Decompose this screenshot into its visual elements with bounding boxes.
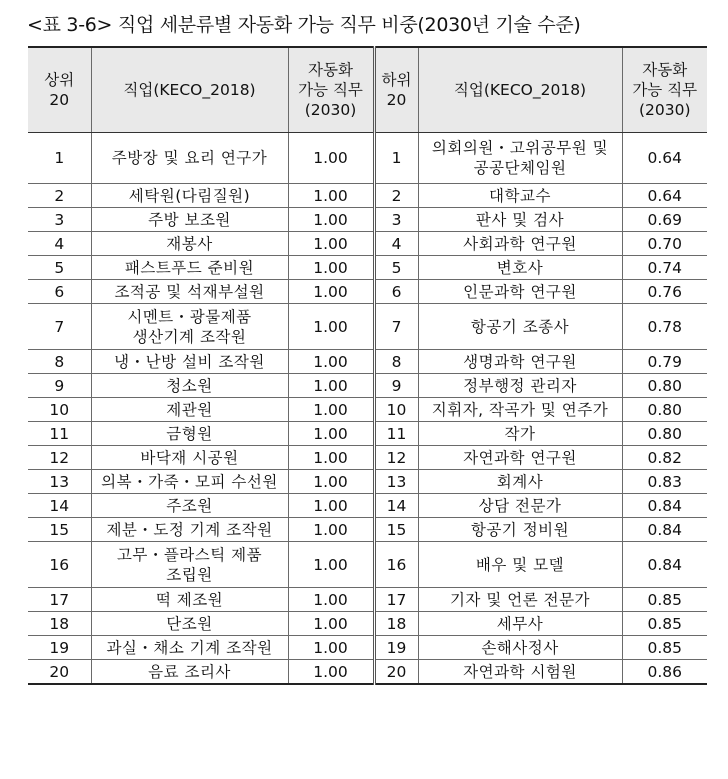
bottom-rank-cell: 4 <box>374 232 418 256</box>
bottom-ratio-cell: 0.85 <box>622 636 707 660</box>
top-occupation-line: 주방장 및 요리 연구가 <box>111 149 268 167</box>
bottom-occupation-line: 판사 및 검사 <box>475 210 565 229</box>
top-ratio-cell: 1.00 <box>288 588 374 612</box>
table-row <box>28 398 707 422</box>
top-occupation-cell <box>91 232 288 256</box>
bottom-occupation-cell <box>418 660 622 685</box>
top-ratio-cell: 1.00 <box>288 494 374 518</box>
bottom-rank-cell: 14 <box>374 494 418 518</box>
table-row <box>28 660 707 685</box>
top-rank-cell: 16 <box>28 542 91 588</box>
bottom-ratio-cell: 0.70 <box>622 232 707 256</box>
top-occupation-line: 조적공 및 석재부설원 <box>114 282 265 301</box>
bottom-occupation-cell <box>418 232 622 256</box>
bottom-rank-cell: 20 <box>374 660 418 685</box>
table-header-row <box>28 47 707 133</box>
top-occupation-line: 패스트푸드 준비원 <box>124 258 255 277</box>
header-top-rank-line1: 상위 <box>44 71 75 89</box>
bottom-occupation-line: 배우 및 모델 <box>475 555 565 574</box>
top-occupation-cell <box>91 612 288 636</box>
header-bottom-ratio-line2: 가능 직무 <box>632 81 698 99</box>
bottom-occupation-cell <box>418 636 622 660</box>
bottom-occupation-line: 항공기 조종사 <box>470 317 570 336</box>
bottom-occupation-line: 생명과학 연구원 <box>463 352 577 371</box>
top-rank-cell: 6 <box>28 280 91 304</box>
bottom-rank-cell: 10 <box>374 398 418 422</box>
top-occupation-line: 시멘트・광물제품 <box>127 307 252 326</box>
bottom-occupation-line: 자연과학 연구원 <box>463 448 577 467</box>
bottom-occupation-line: 기자 및 언론 전문가 <box>449 590 591 609</box>
bottom-rank-cell: 18 <box>374 612 418 636</box>
top-occupation-cell <box>91 280 288 304</box>
bottom-rank-cell: 3 <box>374 208 418 232</box>
bottom-occupation-cell <box>418 470 622 494</box>
top-rank-cell: 13 <box>28 470 91 494</box>
bottom-rank-cell: 7 <box>374 304 418 350</box>
top-occupation-line: 과실・채소 기계 조작원 <box>106 638 273 657</box>
table-body <box>28 133 707 685</box>
bottom-rank-cell: 5 <box>374 256 418 280</box>
table-row <box>28 232 707 256</box>
top-occupation-cell <box>91 208 288 232</box>
bottom-occupation-cell <box>418 184 622 208</box>
table-row <box>28 184 707 208</box>
bottom-occupation-line: 공공단체임원 <box>473 159 567 177</box>
bottom-ratio-cell: 0.82 <box>622 446 707 470</box>
top-ratio-cell: 1.00 <box>288 398 374 422</box>
top-occupation-line: 조립원 <box>166 565 213 584</box>
bottom-ratio-cell: 0.80 <box>622 422 707 446</box>
bottom-occupation-line: 지휘자, 작곡가 및 연주가 <box>431 400 609 419</box>
top-rank-cell: 3 <box>28 208 91 232</box>
table-row <box>28 350 707 374</box>
top-occupation-cell <box>91 588 288 612</box>
bottom-occupation-line: 정부행정 관리자 <box>463 376 577 395</box>
top-ratio-cell: 1.00 <box>288 660 374 685</box>
table-row <box>28 470 707 494</box>
top-occupation-line: 제관원 <box>166 400 213 419</box>
top-rank-cell: 19 <box>28 636 91 660</box>
bottom-ratio-cell: 0.64 <box>622 133 707 184</box>
table-row <box>28 256 707 280</box>
bottom-ratio-cell: 0.79 <box>622 350 707 374</box>
top-rank-cell: 20 <box>28 660 91 685</box>
top-ratio-cell: 1.00 <box>288 374 374 398</box>
top-occupation-line: 바닥재 시공원 <box>140 448 239 467</box>
top-ratio-cell: 1.00 <box>288 612 374 636</box>
bottom-ratio-cell: 0.80 <box>622 398 707 422</box>
bottom-occupation-cell <box>418 446 622 470</box>
bottom-ratio-cell: 0.85 <box>622 588 707 612</box>
top-occupation-line: 음료 조리사 <box>148 662 231 681</box>
table-row <box>28 588 707 612</box>
top-occupation-line: 단조원 <box>166 614 213 633</box>
bottom-occupation-cell <box>418 542 622 588</box>
top-rank-cell: 15 <box>28 518 91 542</box>
table-row <box>28 304 707 350</box>
header-bottom-rank-line1: 하위 <box>381 71 412 89</box>
bottom-rank-cell: 19 <box>374 636 418 660</box>
bottom-occupation-cell <box>418 398 622 422</box>
bottom-occupation-cell <box>418 422 622 446</box>
bottom-occupation-line: 상담 전문가 <box>478 496 562 515</box>
bottom-occupation-cell <box>418 256 622 280</box>
top-rank-cell: 1 <box>28 133 91 184</box>
table-row <box>28 612 707 636</box>
header-bottom-ratio <box>622 47 707 133</box>
bottom-rank-cell: 1 <box>374 133 418 184</box>
bottom-occupation-cell <box>418 588 622 612</box>
top-occupation-line: 주조원 <box>166 496 213 515</box>
top-occupation-line: 주방 보조원 <box>148 210 231 229</box>
top-ratio-cell: 1.00 <box>288 304 374 350</box>
top-rank-cell: 18 <box>28 612 91 636</box>
bottom-ratio-cell: 0.83 <box>622 470 707 494</box>
bottom-rank-cell: 9 <box>374 374 418 398</box>
bottom-occupation-cell <box>418 280 622 304</box>
top-occupation-line: 떡 제조원 <box>155 590 224 609</box>
top-rank-cell: 17 <box>28 588 91 612</box>
bottom-rank-cell: 2 <box>374 184 418 208</box>
top-rank-cell: 12 <box>28 446 91 470</box>
bottom-rank-cell: 12 <box>374 446 418 470</box>
table-row <box>28 542 707 588</box>
top-ratio-cell: 1.00 <box>288 422 374 446</box>
bottom-occupation-line: 사회과학 연구원 <box>463 234 577 253</box>
bottom-rank-cell: 16 <box>374 542 418 588</box>
top-occupation-line: 고무・플라스틱 제품 <box>116 545 263 564</box>
top-occupation-cell <box>91 374 288 398</box>
top-occupation-line: 의복・가죽・모피 수선원 <box>101 472 278 491</box>
top-rank-cell: 11 <box>28 422 91 446</box>
top-ratio-cell: 1.00 <box>288 280 374 304</box>
bottom-ratio-cell: 0.85 <box>622 612 707 636</box>
bottom-occupation-line: 인문과학 연구원 <box>463 282 577 301</box>
bottom-occupation-cell <box>418 304 622 350</box>
header-top-occupation: 직업(KECO_2018) <box>91 47 288 133</box>
header-top-ratio-line3: (2030) <box>304 101 357 119</box>
top-rank-cell: 5 <box>28 256 91 280</box>
header-bottom-rank-line2: 20 <box>386 91 407 109</box>
bottom-rank-cell: 11 <box>374 422 418 446</box>
top-rank-cell: 9 <box>28 374 91 398</box>
top-ratio-cell: 1.00 <box>288 542 374 588</box>
top-occupation-cell <box>91 518 288 542</box>
top-occupation-line: 생산기계 조작원 <box>132 327 247 346</box>
top-ratio-cell: 1.00 <box>288 232 374 256</box>
table-row <box>28 374 707 398</box>
automation-ratio-table <box>28 46 707 685</box>
bottom-ratio-cell: 0.84 <box>622 518 707 542</box>
top-occupation-cell <box>91 470 288 494</box>
bottom-occupation-line: 자연과학 시험원 <box>463 662 577 681</box>
top-rank-cell: 8 <box>28 350 91 374</box>
top-occupation-cell <box>91 304 288 350</box>
top-occupation-cell <box>91 133 288 184</box>
header-top-ratio-line2: 가능 직무 <box>298 81 363 99</box>
header-top-ratio <box>288 47 374 133</box>
bottom-occupation-line: 손해사정사 <box>481 638 559 657</box>
top-ratio-cell: 1.00 <box>288 470 374 494</box>
bottom-ratio-cell: 0.86 <box>622 660 707 685</box>
bottom-ratio-cell: 0.84 <box>622 542 707 588</box>
top-ratio-cell: 1.00 <box>288 184 374 208</box>
bottom-rank-cell: 17 <box>374 588 418 612</box>
top-occupation-cell <box>91 446 288 470</box>
bottom-occupation-line: 회계사 <box>496 472 544 491</box>
bottom-occupation-line: 작가 <box>504 424 536 443</box>
top-rank-cell: 14 <box>28 494 91 518</box>
bottom-rank-cell: 13 <box>374 470 418 494</box>
top-rank-cell: 10 <box>28 398 91 422</box>
header-bottom-ratio-line3: (2030) <box>638 101 691 119</box>
top-rank-cell: 7 <box>28 304 91 350</box>
bottom-occupation-cell <box>418 374 622 398</box>
bottom-ratio-cell: 0.64 <box>622 184 707 208</box>
top-ratio-cell: 1.00 <box>288 518 374 542</box>
bottom-occupation-line: 세무사 <box>496 614 544 633</box>
top-occupation-line: 청소원 <box>166 376 213 395</box>
top-occupation-line: 재봉사 <box>166 234 213 253</box>
header-top-ratio-line1: 자동화 <box>308 61 353 79</box>
bottom-occupation-cell <box>418 208 622 232</box>
top-occupation-line: 제분・도정 기계 조작원 <box>106 520 273 539</box>
top-ratio-cell: 1.00 <box>288 133 374 184</box>
header-bottom-ratio-line1: 자동화 <box>642 61 688 79</box>
bottom-occupation-line: 대학교수 <box>489 186 551 205</box>
top-occupation-cell <box>91 494 288 518</box>
bottom-occupation-line: 의회의원・고위공무원 및 <box>431 139 609 157</box>
header-bottom-occupation: 직업(KECO_2018) <box>418 47 622 133</box>
bottom-occupation-cell <box>418 518 622 542</box>
table-row <box>28 422 707 446</box>
bottom-occupation-cell <box>418 133 622 184</box>
bottom-ratio-cell: 0.80 <box>622 374 707 398</box>
header-top-rank <box>28 47 91 133</box>
top-occupation-line: 냉・난방 설비 조작원 <box>114 352 265 371</box>
table-caption: <표 3-6> 직업 세분류별 자동화 가능 직무 비중(2030년 기술 수준) <box>27 14 581 36</box>
top-occupation-cell <box>91 184 288 208</box>
top-rank-cell: 4 <box>28 232 91 256</box>
top-ratio-cell: 1.00 <box>288 446 374 470</box>
table-row <box>28 280 707 304</box>
top-occupation-cell <box>91 660 288 685</box>
bottom-rank-cell: 6 <box>374 280 418 304</box>
top-occupation-cell <box>91 636 288 660</box>
top-occupation-line: 금형원 <box>166 424 213 443</box>
bottom-occupation-cell <box>418 350 622 374</box>
bottom-occupation-line: 변호사 <box>496 258 544 277</box>
bottom-occupation-cell <box>418 494 622 518</box>
bottom-ratio-cell: 0.78 <box>622 304 707 350</box>
table-row <box>28 133 707 184</box>
top-ratio-cell: 1.00 <box>288 350 374 374</box>
table-row <box>28 518 707 542</box>
bottom-rank-cell: 8 <box>374 350 418 374</box>
top-occupation-line: 세탁원(다림질원) <box>128 186 251 205</box>
bottom-ratio-cell: 0.74 <box>622 256 707 280</box>
top-occupation-cell <box>91 256 288 280</box>
top-rank-cell: 2 <box>28 184 91 208</box>
top-ratio-cell: 1.00 <box>288 256 374 280</box>
table-row <box>28 208 707 232</box>
top-occupation-cell <box>91 398 288 422</box>
top-occupation-cell <box>91 350 288 374</box>
top-occupation-cell <box>91 542 288 588</box>
bottom-occupation-cell <box>418 612 622 636</box>
top-ratio-cell: 1.00 <box>288 636 374 660</box>
table-row <box>28 494 707 518</box>
bottom-ratio-cell: 0.84 <box>622 494 707 518</box>
header-top-rank-line2: 20 <box>49 91 70 109</box>
bottom-ratio-cell: 0.76 <box>622 280 707 304</box>
bottom-ratio-cell: 0.69 <box>622 208 707 232</box>
top-ratio-cell: 1.00 <box>288 208 374 232</box>
table-row <box>28 446 707 470</box>
bottom-occupation-line: 항공기 정비원 <box>470 520 570 539</box>
bottom-rank-cell: 15 <box>374 518 418 542</box>
table-row <box>28 636 707 660</box>
top-occupation-cell <box>91 422 288 446</box>
header-bottom-rank <box>374 47 418 133</box>
